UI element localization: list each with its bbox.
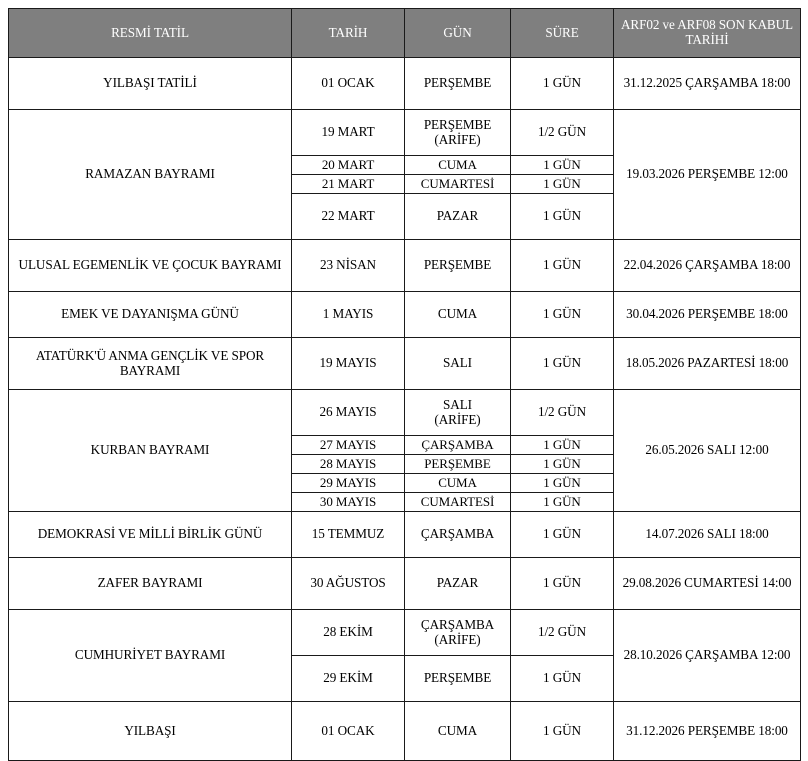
holiday-day-cell: CUMA	[405, 702, 511, 761]
official-holidays-table	[8, 8, 801, 761]
submission-deadline-cell: 29.08.2026 CUMARTESİ 14:00	[614, 558, 801, 610]
table-row	[9, 240, 801, 292]
submission-deadline-cell: 18.05.2026 PAZARTESİ 18:00	[614, 338, 801, 390]
holiday-date-cell: 1 MAYIS	[292, 292, 405, 338]
submission-deadline-cell: 31.12.2025 ÇARŞAMBA 18:00	[614, 58, 801, 110]
submission-deadline-cell: 26.05.2026 SALI 12:00	[614, 390, 801, 512]
table-row	[9, 558, 801, 610]
holiday-day-cell: CUMARTESİ	[405, 493, 511, 512]
holiday-name-cell: KURBAN BAYRAMI	[9, 390, 292, 512]
holiday-date-cell: 30 MAYIS	[292, 493, 405, 512]
table-row	[9, 610, 801, 656]
holiday-duration-cell: 1 GÜN	[511, 436, 614, 455]
holiday-date-cell: 28 EKİM	[292, 610, 405, 656]
holiday-day-cell: PAZAR	[405, 558, 511, 610]
table-row	[9, 702, 801, 761]
holiday-day-cell: PERŞEMBE	[405, 58, 511, 110]
holiday-date-cell: 15 TEMMUZ	[292, 512, 405, 558]
column-header-duration: SÜRE	[511, 9, 614, 58]
holiday-duration-cell: 1/2 GÜN	[511, 390, 614, 436]
holiday-duration-cell: 1 GÜN	[511, 455, 614, 474]
holiday-day-cell: ÇARŞAMBA	[405, 512, 511, 558]
holiday-name-cell: RAMAZAN BAYRAMI	[9, 110, 292, 240]
holiday-name-cell: ZAFER BAYRAMI	[9, 558, 292, 610]
submission-deadline-cell: 19.03.2026 PERŞEMBE 12:00	[614, 110, 801, 240]
holiday-day-cell: CUMA	[405, 292, 511, 338]
table-row	[9, 338, 801, 390]
holiday-date-cell: 28 MAYIS	[292, 455, 405, 474]
holiday-date-cell: 19 MAYIS	[292, 338, 405, 390]
holiday-date-cell: 27 MAYIS	[292, 436, 405, 455]
column-header-submission-deadline: ARF02 ve ARF08 SON KABUL TARİHİ	[614, 9, 801, 58]
holiday-duration-cell: 1 GÜN	[511, 493, 614, 512]
holiday-duration-cell: 1/2 GÜN	[511, 110, 614, 156]
holiday-duration-cell: 1 GÜN	[511, 156, 614, 175]
holiday-duration-cell: 1 GÜN	[511, 512, 614, 558]
holiday-date-cell: 01 OCAK	[292, 58, 405, 110]
table-body	[9, 58, 801, 761]
holiday-name-cell: YILBAŞI TATİLİ	[9, 58, 292, 110]
holiday-duration-cell: 1 GÜN	[511, 240, 614, 292]
table-row	[9, 58, 801, 110]
column-header-day: GÜN	[405, 9, 511, 58]
holiday-date-cell: 19 MART	[292, 110, 405, 156]
holiday-table-container	[8, 8, 800, 761]
column-header-date: TARİH	[292, 9, 405, 58]
table-header	[9, 9, 801, 58]
holiday-date-cell: 20 MART	[292, 156, 405, 175]
submission-deadline-cell: 31.12.2026 PERŞEMBE 18:00	[614, 702, 801, 761]
holiday-date-cell: 21 MART	[292, 175, 405, 194]
submission-deadline-cell: 30.04.2026 PERŞEMBE 18:00	[614, 292, 801, 338]
holiday-duration-cell: 1 GÜN	[511, 474, 614, 493]
holiday-name-cell: DEMOKRASİ VE MİLLİ BİRLİK GÜNÜ	[9, 512, 292, 558]
holiday-date-cell: 26 MAYIS	[292, 390, 405, 436]
holiday-day-cell: ÇARŞAMBA (ARİFE)	[405, 610, 511, 656]
holiday-duration-cell: 1 GÜN	[511, 338, 614, 390]
holiday-day-cell: ÇARŞAMBA	[405, 436, 511, 455]
holiday-date-cell: 29 EKİM	[292, 656, 405, 702]
holiday-name-cell: YILBAŞI	[9, 702, 292, 761]
column-header-holiday-name: RESMİ TATİL	[9, 9, 292, 58]
holiday-name-cell: CUMHURİYET BAYRAMI	[9, 610, 292, 702]
holiday-day-cell: PERŞEMBE (ARİFE)	[405, 110, 511, 156]
holiday-name-cell: ULUSAL EGEMENLİK VE ÇOCUK BAYRAMI	[9, 240, 292, 292]
holiday-duration-cell: 1 GÜN	[511, 175, 614, 194]
holiday-day-cell: CUMA	[405, 156, 511, 175]
holiday-duration-cell: 1 GÜN	[511, 194, 614, 240]
holiday-date-cell: 30 AĞUSTOS	[292, 558, 405, 610]
holiday-day-cell: SALI (ARİFE)	[405, 390, 511, 436]
table-row	[9, 292, 801, 338]
holiday-duration-cell: 1 GÜN	[511, 58, 614, 110]
holiday-date-cell: 22 MART	[292, 194, 405, 240]
holiday-date-cell: 01 OCAK	[292, 702, 405, 761]
holiday-duration-cell: 1 GÜN	[511, 292, 614, 338]
holiday-duration-cell: 1/2 GÜN	[511, 610, 614, 656]
holiday-name-cell: ATATÜRK'Ü ANMA GENÇLİK VE SPOR BAYRAMI	[9, 338, 292, 390]
holiday-day-cell: CUMARTESİ	[405, 175, 511, 194]
submission-deadline-cell: 14.07.2026 SALI 18:00	[614, 512, 801, 558]
table-row	[9, 110, 801, 156]
holiday-name-cell: EMEK VE DAYANIŞMA GÜNÜ	[9, 292, 292, 338]
table-row	[9, 390, 801, 436]
holiday-duration-cell: 1 GÜN	[511, 702, 614, 761]
holiday-day-cell: PERŞEMBE	[405, 455, 511, 474]
header-row	[9, 9, 801, 58]
holiday-duration-cell: 1 GÜN	[511, 656, 614, 702]
submission-deadline-cell: 28.10.2026 ÇARŞAMBA 12:00	[614, 610, 801, 702]
holiday-day-cell: PERŞEMBE	[405, 656, 511, 702]
holiday-duration-cell: 1 GÜN	[511, 558, 614, 610]
holiday-date-cell: 23 NİSAN	[292, 240, 405, 292]
holiday-day-cell: PAZAR	[405, 194, 511, 240]
holiday-day-cell: PERŞEMBE	[405, 240, 511, 292]
submission-deadline-cell: 22.04.2026 ÇARŞAMBA 18:00	[614, 240, 801, 292]
holiday-day-cell: SALI	[405, 338, 511, 390]
holiday-date-cell: 29 MAYIS	[292, 474, 405, 493]
holiday-day-cell: CUMA	[405, 474, 511, 493]
table-row	[9, 512, 801, 558]
